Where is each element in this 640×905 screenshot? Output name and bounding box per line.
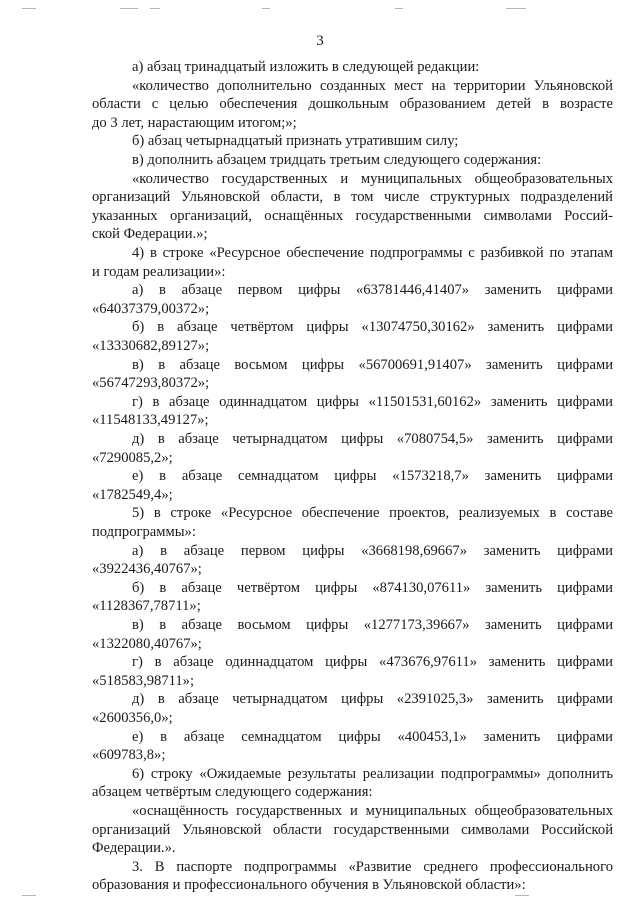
scan-artifact [22, 895, 36, 896]
text-line: г) в абзаце одиннадцатом цифры «473676,97611» заменить цифрами [132, 654, 613, 671]
text-line: «количество дополнительно созданных мест на территории Ульяновской [132, 77, 613, 94]
text-line: «7290085,2»; [92, 449, 173, 466]
text-line: 4) в строке «Ресурсное обеспечение подпрограммы с разбивкой по этапам [132, 245, 613, 261]
text-line: подпрограммы»: [92, 524, 196, 540]
text-line: образования и профессионального обучения в Ульяновской области»: [92, 877, 526, 894]
scan-artifact [262, 8, 270, 9]
scan-artifact [120, 8, 138, 9]
text-line: в) в абзаце восьмом цифры «56700691,91407» заменить цифрами [132, 356, 613, 373]
text-line: е) в абзаце семнадцатом цифры «1573218,7» заменить цифрами [132, 468, 613, 485]
text-line: б) в абзаце четвёртом цифры «13074750,30162» заменить цифрами [132, 319, 613, 336]
text-line: «64037379,00372»; [92, 300, 210, 317]
text-line: в) дополнить абзацем тридцать третьим следующего содержания: [132, 152, 542, 168]
text-line: до 3 лет, нарастающим итогом;»; [92, 114, 297, 131]
scan-artifact [506, 8, 526, 9]
scan-artifact [515, 895, 529, 896]
text-line: и годам реализации»: [92, 263, 226, 280]
text-line: а) в абзаце первом цифры «3668198,69667» заменить цифрами [132, 542, 613, 559]
text-line: «609783,8»; [92, 747, 166, 764]
scan-artifact [22, 8, 36, 9]
text-line: «2600356,0»; [92, 710, 173, 726]
text-line: «1128367,78711»; [92, 598, 201, 615]
text-line: б) абзац четырнадцатый признать утратившим силу; [132, 133, 459, 150]
text-line: «1322080,40767»; [92, 635, 202, 652]
text-line: организаций Ульяновской области, в том числе структурных подразделений [92, 189, 613, 206]
text-line: ской Федерации.»; [92, 226, 208, 243]
text-line: д) в абзаце четырнадцатом цифры «7080754,5» заменить цифрами [132, 431, 613, 447]
text-line: «13330682,89127»; [92, 338, 210, 354]
text-line: в) в абзаце восьмом цифры «1277173,39667» заменить цифрами [132, 617, 613, 633]
text-line: а) абзац тринадцатый изложить в следующей редакции: [132, 59, 480, 75]
text-line: «оснащённость государственных и муниципальных общеобразовательных [132, 803, 613, 819]
text-line: области с целью обеспечения дошкольным образованием детей в возрасте [92, 96, 613, 113]
text-line: а) в абзаце первом цифры «63781446,41407» заменить цифрами [132, 282, 613, 299]
text-line: абзацем четвёртым следующего содержания: [92, 784, 373, 801]
text-line: б) в абзаце четвёртом цифры «874130,07611» заменить цифрами [132, 579, 613, 596]
text-line: организаций Ульяновской области государственными символами Российской [92, 821, 613, 838]
text-line: «количество государственных и муниципальных общеобразовательных [132, 170, 613, 187]
text-line: 3. В паспорте подпрограммы «Развитие среднего профессионального [132, 858, 613, 875]
text-line: 6) строку «Ожидаемые результаты реализации подпрограммы» дополнить [132, 765, 613, 782]
text-line: «518583,98711»; [92, 672, 195, 689]
text-line: е) в абзаце семнадцатом цифры «400453,1» заменить цифрами [132, 728, 613, 745]
scan-artifact [150, 8, 160, 9]
text-line: г) в абзаце одиннадцатом цифры «11501531,60162» заменить цифрами [132, 393, 613, 410]
text-line: «11548133,49127»; [92, 412, 209, 429]
text-line: д) в абзаце четырнадцатом цифры «2391025,3» заменить цифрами [132, 691, 613, 708]
text-line: «1782549,4»; [92, 486, 173, 503]
text-line: «56747293,80372»; [92, 375, 210, 392]
text-line: «3922436,40767»; [92, 561, 202, 578]
scan-artifact [395, 8, 403, 9]
page-number: 3 [316, 33, 324, 49]
text-line: 5) в строке «Ресурсное обеспечение проектов, реализуемых в составе [132, 505, 613, 522]
text-line: Федерации.». [92, 840, 176, 857]
text-line: указанных организаций, оснащённых государственными символами Россий- [92, 207, 613, 224]
